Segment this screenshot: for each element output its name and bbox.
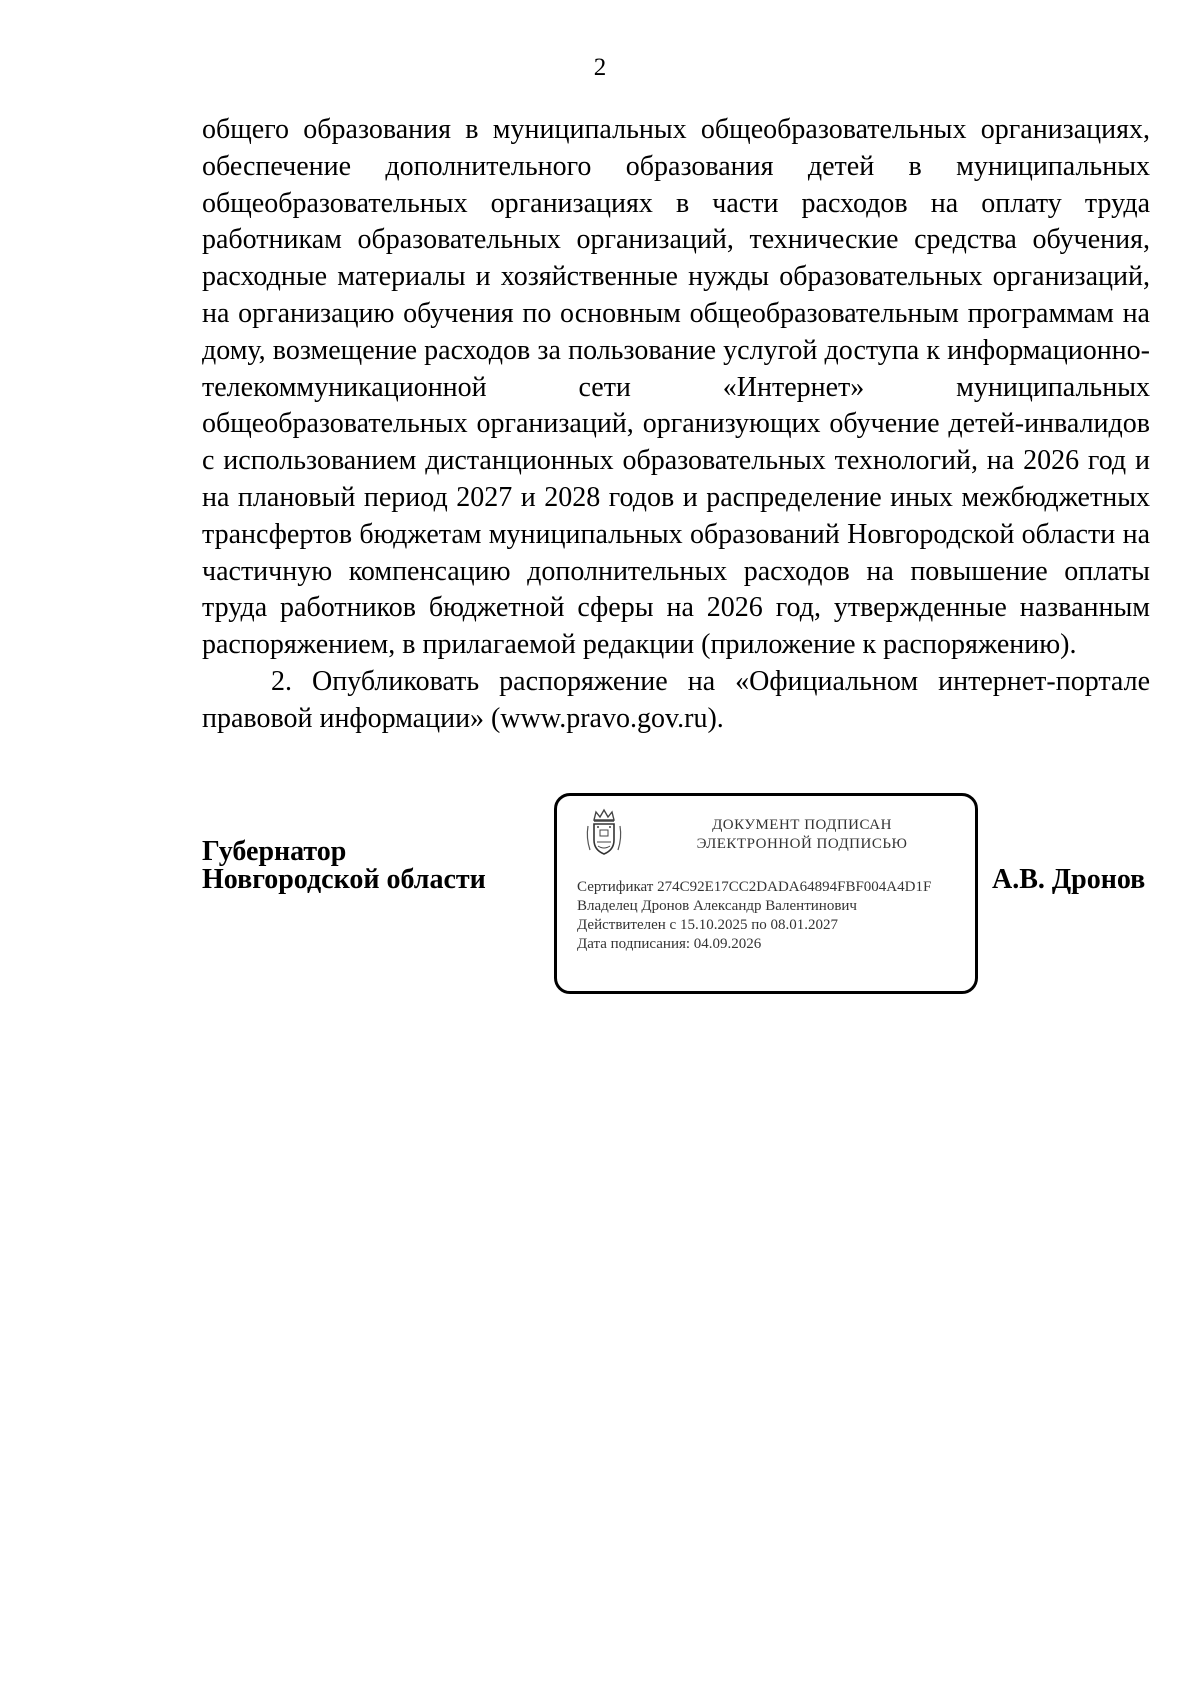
signer-title	[202, 838, 486, 894]
stamp-details	[577, 878, 931, 954]
paragraph-publish: 2. Опубликовать распоряжение на «Официальном интернет-портале правовой информации» (www.pravo.gov.ru).	[202, 665, 1150, 734]
document-body	[202, 112, 1150, 738]
stamp-certificate: Сертификат 274C92E17CC2DADA64894FBF004A4D1F	[577, 879, 932, 895]
stamp-header	[647, 816, 957, 854]
coat-of-arms-icon	[584, 808, 624, 858]
signer-name: А.В. Дронов	[992, 864, 1146, 895]
stamp-validity: Действителен с 15.10.2025 по 08.01.2027	[577, 917, 838, 933]
stamp-owner: Владелец Дронов Александр Валентинович	[577, 898, 857, 914]
stamp-header-line1: ДОКУМЕНТ ПОДПИСАН	[712, 817, 892, 833]
stamp-sign-date: Дата подписания: 04.09.2026	[577, 936, 762, 952]
page-number: 2	[593, 54, 607, 81]
electronic-signature-stamp	[554, 793, 978, 994]
signer-title-line1: Губернатор	[202, 836, 347, 867]
paragraph-continuation: общего образования в муниципальных общеобразовательных организациях, обеспечение дополнительного образования детей в муниципальных общеобразовательных организациях в части расходов на оплату труда работникам образовательных организаций, технические средства обучения, расходные материалы и хозяйственные нужды образовательных организаций, на организацию обучения по основным общеобразовательным программам на дому, возмещение расходов за пользование услугой доступа к информационно-телекоммуникационной сети «Интернет» муниципальных общеобразовательных организаций, организующих обучение детей-инвалидов с использованием дистанционных образовательных технологий, на 2026 год и на плановый период 2027 и 2028 годов и распределение иных межбюджетных трансфертов бюджетам муниципальных образований Новгородской области на частичную компенсацию дополнительных расходов на повышение оплаты труда работников бюджетной сферы на 2026 год, утвержденные названным распоряжением, в прилагаемой редакции (приложение к распоряжению).	[202, 114, 1150, 661]
signer-title-line2: Новгородской области	[202, 864, 486, 895]
stamp-header-line2: ЭЛЕКТРОННОЙ ПОДПИСЬЮ	[696, 836, 908, 852]
